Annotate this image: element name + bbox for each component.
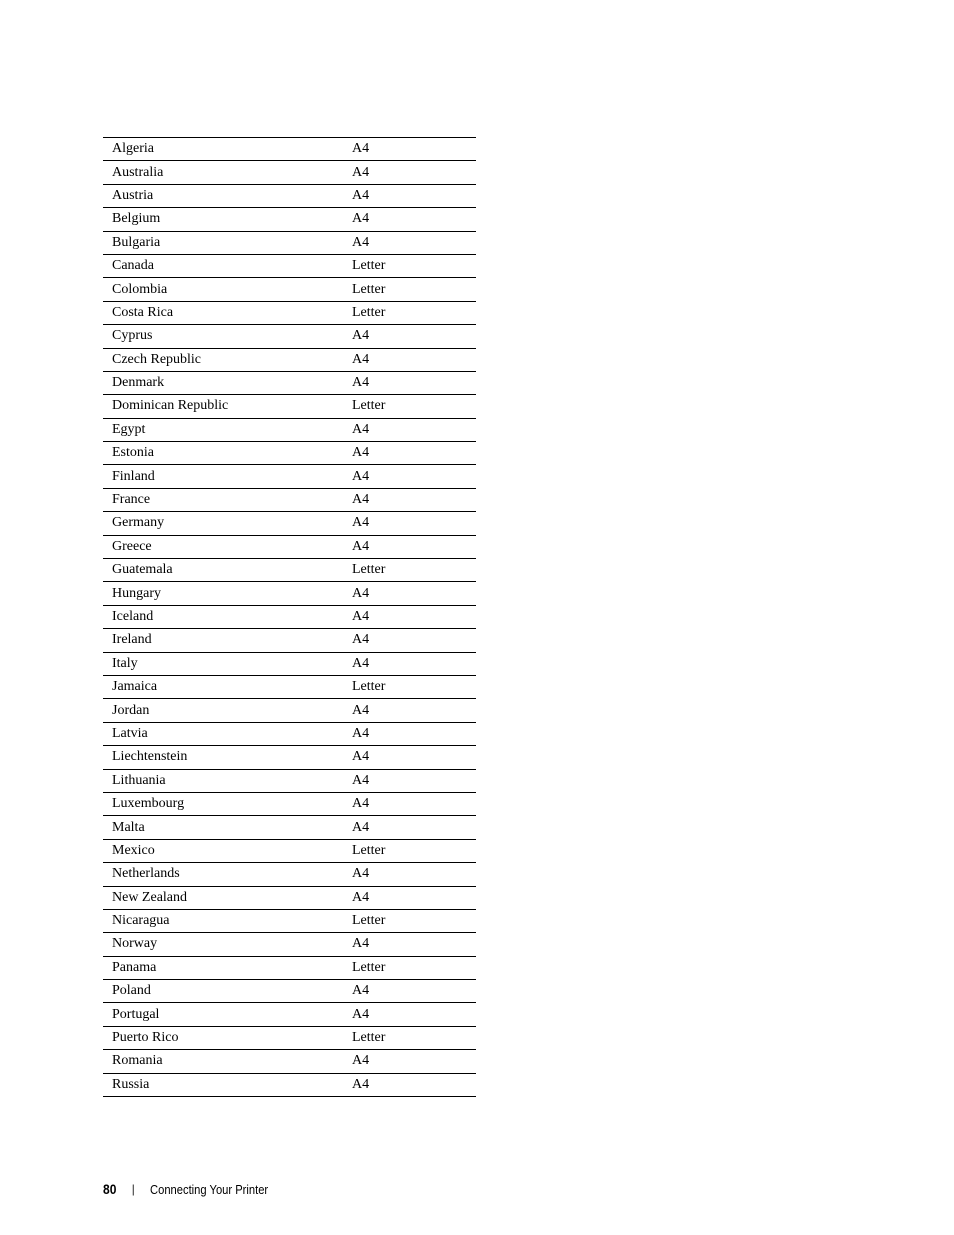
table-row xyxy=(103,1074,476,1097)
country-cell: Italy xyxy=(112,655,138,671)
country-cell: Bulgaria xyxy=(112,234,161,250)
paper-size-cell: A4 xyxy=(352,889,370,905)
paper-size-cell: A4 xyxy=(352,936,370,952)
table-row xyxy=(103,816,476,839)
country-cell: Austria xyxy=(112,187,154,203)
page-number: 80 xyxy=(103,1181,117,1197)
paper-size-cell: Letter xyxy=(352,281,386,297)
table-row xyxy=(103,840,476,863)
country-cell: Belgium xyxy=(112,211,161,227)
paper-size-cell: A4 xyxy=(352,983,370,999)
paper-size-cell: A4 xyxy=(352,585,370,601)
page-footer xyxy=(103,1180,268,1198)
paper-size-cell: A4 xyxy=(352,234,370,250)
country-cell: Poland xyxy=(112,983,151,999)
paper-size-cell: A4 xyxy=(352,211,370,227)
country-cell: France xyxy=(112,492,151,508)
table-row xyxy=(103,676,476,699)
paper-size-cell: Letter xyxy=(352,913,386,929)
table-row xyxy=(103,302,476,325)
table-row xyxy=(103,559,476,582)
country-cell: Nicaragua xyxy=(112,913,170,929)
table-row xyxy=(103,887,476,910)
table-row xyxy=(103,980,476,1003)
table-row xyxy=(103,746,476,769)
country-cell: Algeria xyxy=(112,141,154,157)
paper-size-cell: A4 xyxy=(352,819,370,835)
country-cell: Lithuania xyxy=(112,772,166,788)
table-row xyxy=(103,185,476,208)
country-cell: Portugal xyxy=(112,1006,160,1022)
table-row xyxy=(103,629,476,652)
country-cell: Czech Republic xyxy=(112,351,202,367)
country-cell: Puerto Rico xyxy=(112,1030,179,1046)
country-cell: Jamaica xyxy=(112,679,158,695)
table-row xyxy=(103,349,476,372)
table-row xyxy=(103,770,476,793)
country-cell: Estonia xyxy=(112,445,154,461)
country-cell: Dominican Republic xyxy=(112,398,229,414)
paper-size-cell: A4 xyxy=(352,866,370,882)
table-row xyxy=(103,957,476,980)
table-row xyxy=(103,863,476,886)
country-cell: Hungary xyxy=(112,585,161,601)
table-row xyxy=(103,489,476,512)
paper-size-cell: Letter xyxy=(352,842,386,858)
paper-size-cell: Letter xyxy=(352,258,386,274)
paper-size-cell: A4 xyxy=(352,1076,370,1092)
table-row xyxy=(103,161,476,184)
paper-size-cell: Letter xyxy=(352,1030,386,1046)
table-row xyxy=(103,582,476,605)
country-cell: Egypt xyxy=(112,421,146,437)
country-cell: Romania xyxy=(112,1053,163,1069)
paper-size-cell: A4 xyxy=(352,351,370,367)
country-cell: Canada xyxy=(112,258,154,274)
table-row xyxy=(103,255,476,278)
table-row xyxy=(103,419,476,442)
paper-size-cell: A4 xyxy=(352,492,370,508)
table-row xyxy=(103,653,476,676)
table-row xyxy=(103,372,476,395)
country-cell: Malta xyxy=(112,819,145,835)
country-cell: Germany xyxy=(112,515,165,531)
table-row xyxy=(103,395,476,418)
country-cell: Jordan xyxy=(112,702,150,718)
paper-size-cell: Letter xyxy=(352,562,386,578)
paper-size-cell: A4 xyxy=(352,796,370,812)
paper-size-cell: A4 xyxy=(352,445,370,461)
table-row xyxy=(103,138,476,161)
table-row xyxy=(103,232,476,255)
paper-size-cell: A4 xyxy=(352,725,370,741)
paper-size-cell: A4 xyxy=(352,702,370,718)
country-cell: Netherlands xyxy=(112,866,180,882)
country-cell: Ireland xyxy=(112,632,152,648)
chapter-title: Connecting Your Printer xyxy=(150,1181,269,1197)
table-row xyxy=(103,1050,476,1073)
paper-size-cell: A4 xyxy=(352,1053,370,1069)
paper-size-cell: Letter xyxy=(352,959,386,975)
paper-size-cell: A4 xyxy=(352,609,370,624)
footer-separator: | xyxy=(131,1182,135,1196)
country-cell: Russia xyxy=(112,1076,150,1092)
table-row xyxy=(103,933,476,956)
country-cell: Luxembourg xyxy=(112,796,185,812)
paper-size-cell: Letter xyxy=(352,304,386,320)
country-cell: Finland xyxy=(112,468,155,484)
table-row xyxy=(103,442,476,465)
country-cell: Greece xyxy=(112,538,152,554)
paper-size-cell: A4 xyxy=(352,749,370,765)
country-cell: Norway xyxy=(112,936,158,952)
table-row xyxy=(103,1027,476,1050)
country-cell: Colombia xyxy=(112,281,168,297)
table-row xyxy=(103,910,476,933)
country-cell: New Zealand xyxy=(112,889,188,905)
paper-size-cell: A4 xyxy=(352,1006,370,1022)
paper-size-cell: A4 xyxy=(352,328,370,344)
paper-size-cell: A4 xyxy=(352,421,370,437)
table-row xyxy=(103,465,476,488)
table-row xyxy=(103,1003,476,1026)
country-cell: Panama xyxy=(112,959,157,975)
table-row xyxy=(103,325,476,348)
table-row xyxy=(103,278,476,301)
table-row xyxy=(103,606,476,629)
country-cell: Australia xyxy=(112,164,164,180)
paper-size-cell: A4 xyxy=(352,187,370,203)
paper-size-cell: A4 xyxy=(352,468,370,484)
table-row xyxy=(103,699,476,722)
country-cell: Latvia xyxy=(112,725,148,741)
country-paper-size-table xyxy=(103,137,476,1097)
country-cell: Liechtenstein xyxy=(112,749,188,765)
country-cell: Costa Rica xyxy=(112,304,174,320)
paper-size-cell: A4 xyxy=(352,164,370,180)
table-row xyxy=(103,208,476,231)
paper-size-cell: A4 xyxy=(352,515,370,531)
paper-size-cell: A4 xyxy=(352,632,370,648)
country-cell: Denmark xyxy=(112,375,165,391)
paper-size-cell: Letter xyxy=(352,398,386,414)
paper-size-cell: A4 xyxy=(352,772,370,788)
country-cell: Guatemala xyxy=(112,562,173,578)
country-cell: Iceland xyxy=(112,609,154,624)
country-cell: Cyprus xyxy=(112,328,153,344)
table-row xyxy=(103,723,476,746)
table-row xyxy=(103,536,476,559)
paper-size-cell: Letter xyxy=(352,679,386,695)
paper-size-cell: A4 xyxy=(352,141,370,157)
table-row xyxy=(103,793,476,816)
table-row xyxy=(103,512,476,535)
paper-size-cell: A4 xyxy=(352,538,370,554)
paper-size-cell: A4 xyxy=(352,655,370,671)
country-cell: Mexico xyxy=(112,842,155,858)
paper-size-cell: A4 xyxy=(352,375,370,391)
